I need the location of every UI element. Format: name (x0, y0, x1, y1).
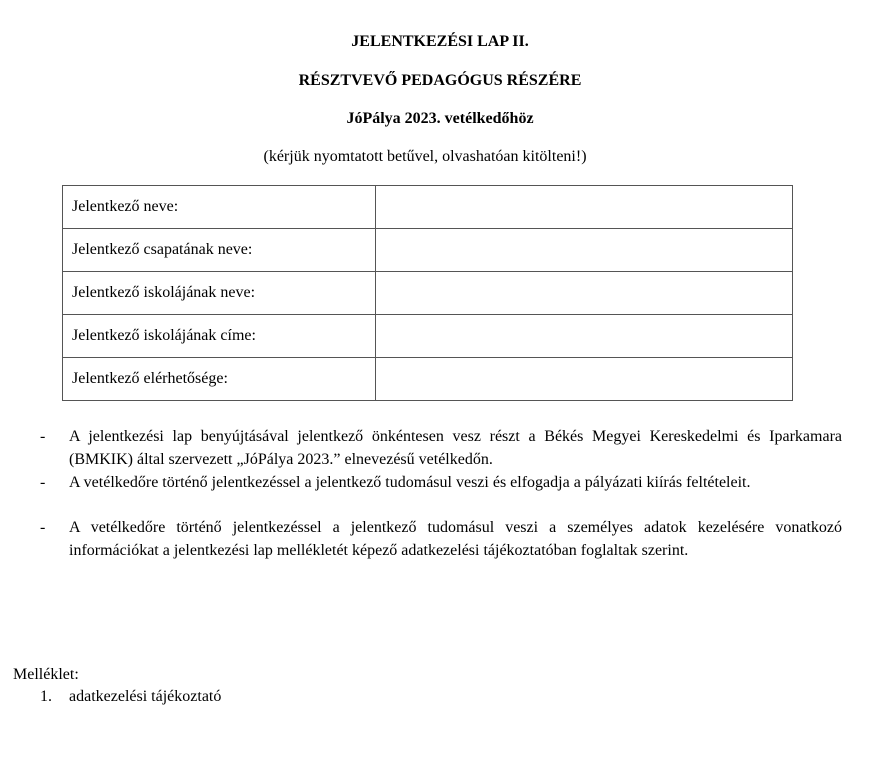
document-subtitle: RÉSZTVEVŐ PEDAGÓGUS RÉSZÉRE (298, 72, 582, 89)
list-item (40, 425, 842, 471)
dash-marker: - (40, 519, 46, 536)
form-row-school (63, 272, 793, 315)
list-item (40, 516, 842, 562)
document-title: JELENTKEZÉSI LAP II. (351, 33, 529, 50)
fill-instruction: (kérjük nyomtatott betűvel, olvashatóan kitölteni!) (263, 148, 587, 165)
contact-field[interactable] (376, 358, 793, 401)
list-item (40, 471, 842, 494)
school-address-field[interactable] (376, 315, 793, 358)
name-field[interactable] (376, 186, 793, 229)
form-label: Jelentkező neve: (63, 186, 376, 229)
form-row-school-address (63, 315, 793, 358)
dash-marker: - (40, 474, 46, 491)
form-label: Jelentkező iskolájának neve: (63, 272, 376, 315)
list-item-text: A jelentkezési lap benyújtásával jelentkező önkéntesen vesz részt a Békés Megyei Kereskedelmi és Iparkamara (BMKIK) által szervezett „JóPálya 2023.” elnevezésű vetélkedőn. (69, 428, 842, 468)
form-label: Jelentkező elérhetősége: (63, 358, 376, 401)
attachment-list (40, 688, 221, 706)
attachment-item-text: adatkezelési tájékoztató (69, 688, 222, 705)
list-item-text: A vetélkedőre történő jelentkezéssel a jelentkező tudomásul veszi és elfogadja a pályázati kiírás feltételeit. (69, 474, 751, 491)
list-item-text: A vetélkedőre történő jelentkezéssel a jelentkező tudomásul veszi a személyes adatok kezelésére vonatkozó információkat a jelentkezési lap mellékletét képező adatkezelési tájékoztatóban foglaltak szerint. (69, 519, 842, 559)
form-label: Jelentkező iskolájának címe: (63, 315, 376, 358)
school-name-field[interactable] (376, 272, 793, 315)
registration-form-table (62, 185, 793, 401)
dash-marker: - (40, 428, 46, 445)
terms-list (40, 425, 842, 562)
event-name: JóPálya 2023. vetélkedőhöz (346, 110, 534, 127)
attachment-label: Melléklet: (13, 666, 79, 683)
form-row-name (63, 186, 793, 229)
list-item (40, 688, 221, 706)
form-row-team (63, 229, 793, 272)
form-label: Jelentkező csapatának neve: (63, 229, 376, 272)
team-name-field[interactable] (376, 229, 793, 272)
list-number: 1. (40, 688, 52, 705)
form-row-contact (63, 358, 793, 401)
